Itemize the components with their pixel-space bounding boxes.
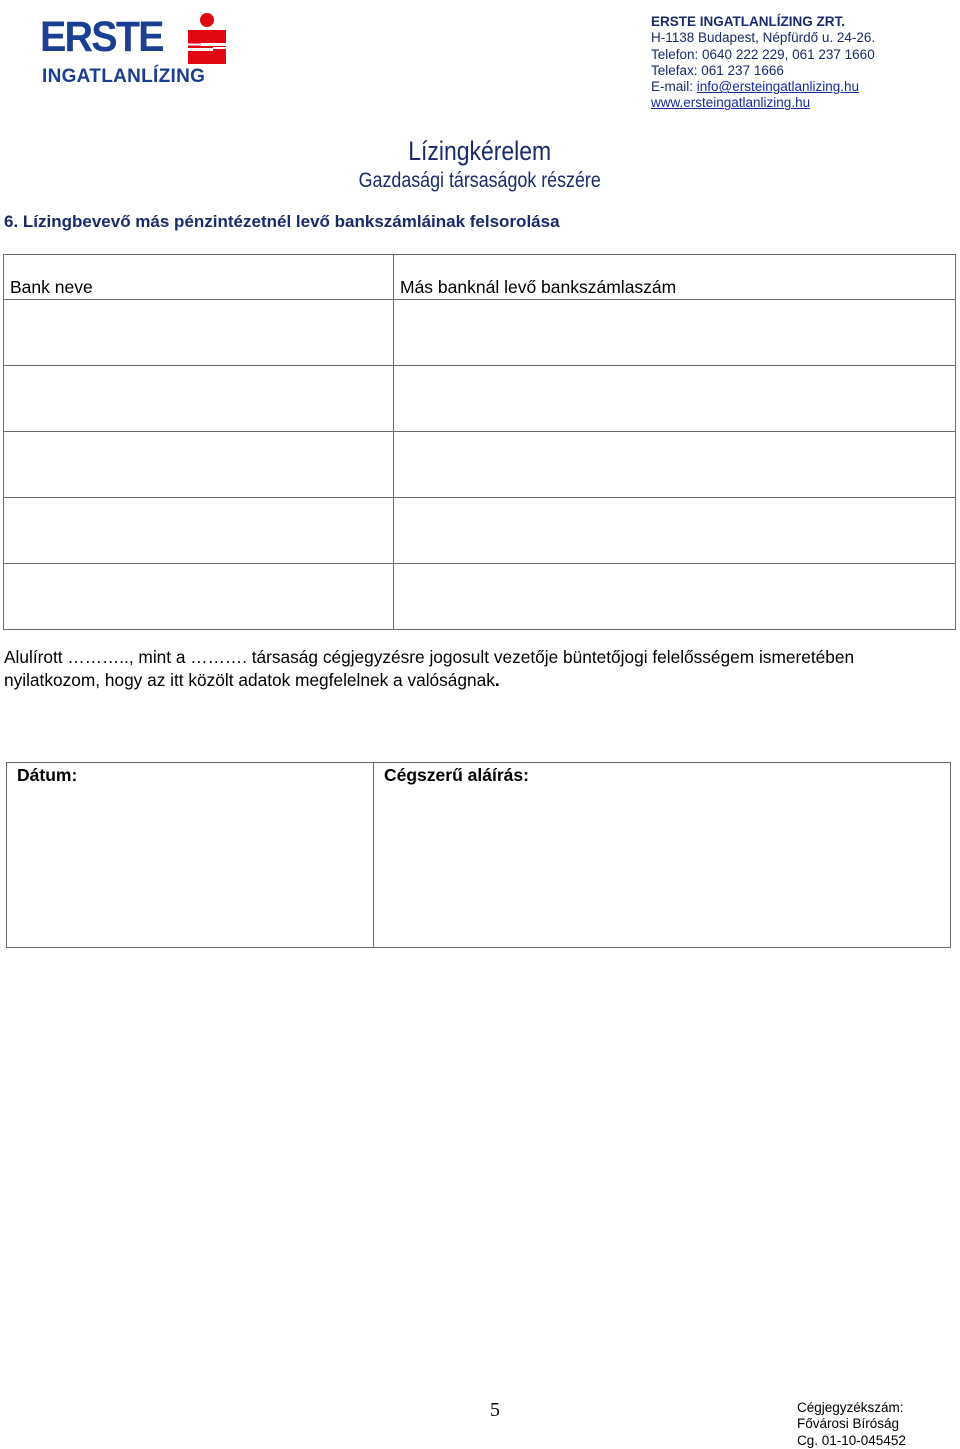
erste-s-logo-icon [184,12,230,64]
registry-info [797,1400,906,1449]
date-field[interactable] [7,763,374,948]
date-label: Dátum: [17,765,78,785]
website-link[interactable]: www.ersteingatlanlizing.hu [651,95,811,111]
signature-field[interactable] [374,763,951,948]
declaration-text [4,646,954,691]
email-label: E-mail: [651,79,697,95]
company-phone: Telefon: 0640 222 229, 061 237 1660 [651,46,875,62]
declaration-end: . [494,669,500,690]
bank-name-cell[interactable] [4,300,394,366]
declaration-body: Alulírott ……….., mint a ………. társaság cégjegyzésre jogosult vezetője büntetőjogi felelősségem ismeretében nyilatkozom, hogy az itt közölt adatok megfelelnek a valóságnak [4,647,855,690]
account-number-cell[interactable] [394,300,956,366]
email-link[interactable]: info@ersteingatlanlizing.hu [696,79,860,95]
registry-court: Fővárosi Bíróság [797,1416,900,1432]
header-account-number: Más banknál levő bankszámlaszám [394,255,956,300]
table-row [4,564,956,630]
table-row [4,366,956,432]
bank-name-cell[interactable] [4,498,394,564]
header-bank-name: Bank neve [4,255,394,300]
page-number: 5 [490,1399,500,1421]
logo-brand: ERSTE [40,13,163,61]
table-row [4,300,956,366]
company-email-line [651,79,875,95]
company-name: ERSTE INGATLANLÍZING ZRT. [651,14,845,29]
table-header-row [4,255,956,300]
table-row [4,432,956,498]
bank-accounts-table [3,254,956,630]
account-number-cell[interactable] [394,432,956,498]
company-info [651,14,875,112]
company-website-line [651,95,875,111]
account-number-cell[interactable] [394,498,956,564]
company-fax: Telefax: 061 237 1666 [651,62,784,78]
signature-table [6,762,951,948]
section-heading: 6. Lízingbevevő más pénzintézetnél levő bankszámláinak felsorolása [4,212,560,231]
registry-number: Cg. 01-10-045452 [797,1432,906,1448]
registry-label: Cégjegyzékszám: [797,1400,904,1415]
logo-subtitle: INGATLANLÍZING [42,66,206,87]
document-subtitle: Gazdasági társaságok részére [358,169,601,192]
company-logo [40,12,232,92]
account-number-cell[interactable] [394,564,956,630]
company-address: H-1138 Budapest, Népfürdő u. 24-26. [651,30,876,46]
account-number-cell[interactable] [394,366,956,432]
document-title: Lízingkérelem [408,136,552,166]
bank-name-cell[interactable] [4,432,394,498]
bank-name-cell[interactable] [4,366,394,432]
bank-name-cell[interactable] [4,564,394,630]
signature-label: Cégszerű aláírás: [384,765,529,785]
table-row [4,498,956,564]
